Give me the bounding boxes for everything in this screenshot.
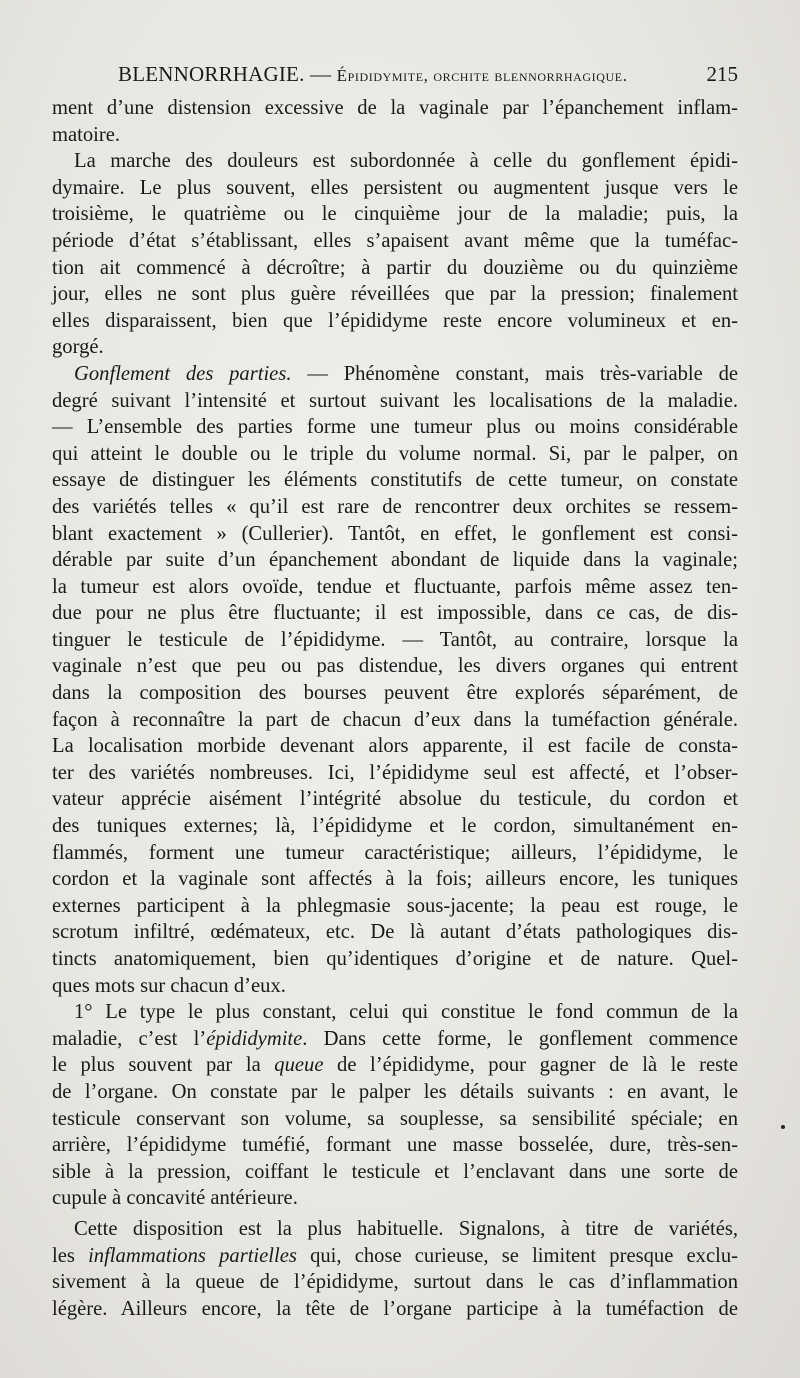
section-heading-gonflement: Gonflement des parties.	[74, 362, 292, 385]
text-line: La localisation morbide devenant alors apparente, il est facile de consta-	[52, 735, 738, 758]
page-number: 215	[706, 62, 738, 86]
text-line: tincts anatomiquement, bien qu’identiques d’origine et de nature. Quel-	[52, 948, 738, 970]
text-line: cupule à concavité antérieure.	[52, 1187, 298, 1210]
text-line-mixed	[52, 1026, 738, 1053]
text-line: ment d’une distension excessive de la vaginale par l’épanchement inflam-	[52, 97, 738, 119]
body-text	[52, 95, 738, 1322]
term-inflammations-partielles: inflammations partielles	[88, 1244, 297, 1267]
text-run: qui, chose curieuse, se limitent presque exclu-	[296, 1244, 738, 1267]
running-title-main: BLENNORRHAGIE.	[118, 62, 305, 86]
text-line: de l’organe. On constate par le palper les détails suivants : en avant, le	[52, 1080, 738, 1103]
text-line: La marche des douleurs est subordonnée à celle du gonflement épidi-	[74, 150, 738, 173]
text-run: — Phénomène constant, mais très-variable de	[307, 362, 739, 385]
text-run: les	[52, 1244, 89, 1267]
text-line: externes participent à la phlegmasie sous-jacente; la peau est rouge, le	[52, 894, 738, 917]
text-line: période d’état s’établissant, elles s’apaisent avant même que la tuméfac-	[52, 229, 738, 252]
text-line: flammés, forment une tumeur caractéristique; ailleurs, l’épididyme, le	[52, 841, 738, 864]
text-line: essaye de distinguer les éléments constitutifs de cette tumeur, on constate	[52, 469, 738, 492]
text-line: cordon et la vaginale sont affectés à la fois; ailleurs encore, les tuniques	[52, 868, 738, 891]
running-title-sub: Épididymite, orchite blennorrhagique.	[336, 66, 628, 85]
text-line: due pour ne plus être fluctuante; il est impossible, dans ce cas, de dis-	[52, 602, 738, 625]
text-run: maladie, c’est l’	[52, 1027, 207, 1050]
text-line: la tumeur est alors ovoïde, tendue et fluctuante, parfois même assez ten-	[52, 575, 738, 598]
text-line: dans la composition des bourses peuvent être explorés séparément, de	[52, 682, 738, 705]
text-line: scrotum infiltré, œdémateux, etc. De là autant d’états pathologiques dis-	[52, 921, 738, 944]
term-epididymite: épididymite	[206, 1027, 303, 1050]
running-title	[118, 60, 628, 90]
text-line: ter des variétés nombreuses. Ici, l’épididyme seul est affecté, et l’obser-	[52, 761, 738, 784]
running-header	[118, 60, 738, 88]
term-queue: queue	[274, 1054, 324, 1077]
text-line: façon à reconnaître la part de chacun d’eux dans la tuméfaction générale.	[52, 708, 738, 731]
ink-speck	[781, 1125, 785, 1129]
running-title-dash: —	[304, 62, 337, 86]
text-line-with-heading	[52, 361, 738, 388]
text-line: sible à la pression, coiffant le testicule et l’enclavant dans une sorte de	[52, 1160, 738, 1183]
text-line: des tuniques externes; là, l’épididyme et le cordon, simultanément en-	[52, 815, 738, 838]
text-line: arrière, l’épididyme tuméfié, formant une masse bosselée, dure, très-sen-	[52, 1134, 738, 1157]
text-line: dérable par suite d’un épanchement abondant de liquide dans la vaginale;	[52, 549, 738, 572]
text-line: matoire.	[52, 123, 121, 146]
text-line: Cette disposition est la plus habituelle. Signalons, à titre de variétés,	[74, 1217, 738, 1240]
text-line: blant exactement » (Cullerier). Tantôt, en effet, le gonflement est consi-	[52, 522, 738, 545]
text-run: le plus souvent par la	[52, 1054, 275, 1077]
text-line: jour, elles ne sont plus guère réveillées que par la pression; finalement	[52, 283, 738, 306]
text-line: elles disparaissent, bien que l’épididyme reste encore volumineux et en-	[52, 309, 738, 332]
text-line: vaginale n’est que peu ou pas distendue, les divers organes qui entrent	[52, 655, 738, 678]
text-line: ques mots sur chacun d’eux.	[52, 974, 286, 997]
text-line: troisième, le quatrième ou le cinquième jour de la maladie; puis, la	[52, 203, 738, 226]
text-line-mixed	[52, 1243, 738, 1270]
text-line: tion ait commencé à décroître; à partir du douzième ou du quinzième	[52, 256, 738, 279]
text-line: degré suivant l’intensité et surtout suivant les localisations de la maladie.	[52, 389, 738, 412]
text-line-mixed	[52, 1052, 738, 1079]
text-line: testicule conservant son volume, sa souplesse, sa sensibilité spéciale; en	[52, 1107, 738, 1130]
text-run: de l’épididyme, pour gagner de là le reste	[323, 1054, 738, 1077]
text-line: dymaire. Le plus souvent, elles persistent ou augmentent jusque vers le	[52, 176, 738, 199]
text-line: des variétés telles « qu’il est rare de rencontrer deux orchites se ressem-	[52, 495, 738, 518]
text-line: gorgé.	[52, 336, 104, 359]
text-line: 1° Le type le plus constant, celui qui constitue le fond commun de la	[74, 1001, 738, 1024]
text-line: tinguer le testicule de l’épididyme. — Tantôt, au contraire, lorsque la	[52, 628, 738, 651]
text-line: vateur apprécie aisément l’intégrité absolue du testicule, du cordon et	[52, 788, 738, 811]
text-line: sivement à la queue de l’épididyme, surtout dans le cas d’inflammation	[52, 1271, 738, 1294]
text-line: qui atteint le double ou le triple du volume normal. Si, par le palper, on	[52, 442, 738, 465]
text-line: — L’ensemble des parties forme une tumeur plus ou moins considérable	[52, 416, 738, 439]
text-run: . Dans cette forme, le gonflement commence	[302, 1027, 738, 1050]
text-line: légère. Ailleurs encore, la tête de l’organe participe à la tuméfaction de	[52, 1297, 738, 1320]
